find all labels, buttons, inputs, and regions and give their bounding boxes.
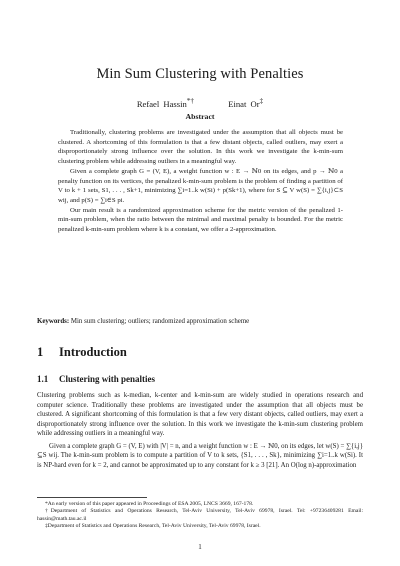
abstract-paragraph: Given a complete graph G = (V, E), a weight function w : E → ℕ0 on its edges, and p → ℕ0 a penalty function on its vertices, the penalized k-min-sum problem is the problem of finding a partition of V to k + 1 sets, S1, . . . , Sk+1, minimizing ∑i=1..k w(Si) + p(Sk+1), where for S ⊆ V w(S) = ∑{i,j}⊂S wij, and p(S) = ∑i∈S pi.: [58, 167, 343, 204]
body-paragraph: Given a complete graph G = (V, E) with |V| = n, and a weight function w : E → ℕ0, on its edges, let w(S) = ∑{i,j}⊆S wij. The k-min-sum problem is to compute a partition of V to k sets, {S1, . . . , Sk}, minimizing ∑i=1..k w(Si). It is NP-hard even for k = 2, and cannot be approximated up to any constant for k ≥ 3 [21]. An O(log n)-approximation: [37, 442, 363, 469]
footnote-divider: [37, 497, 147, 498]
author-name: Einat Or: [228, 98, 260, 109]
keywords-label: Keywords:: [37, 318, 70, 325]
keywords-text: Min sum clustering; outliers; randomized approximation scheme: [70, 318, 250, 325]
abstract-paragraph: Our main result is a randomized approximation scheme for the metric version of the penalized 1-min-sum problem, when the ratio between the minimal and maximal penalty is bounded. For the metric penalized k-min-sum problem where k is a constant, we offer a 2-approximation.: [58, 206, 343, 234]
body-text: [37, 391, 363, 470]
section-number: 1: [37, 345, 44, 359]
abstract-paragraph: Traditionally, clustering problems are investigated under the assumption that all objects must be clustered. A shortcoming of this formulation is that a few distant objects, called outliers, may exert a disproportionately strong influence over the solution. In this work we investigate the k-min-sum clustering problem while addressing outliers in a meaningful way.: [58, 129, 343, 166]
author-footnote-mark: *†: [186, 97, 194, 105]
subsection-title: Clustering with penalties: [59, 374, 156, 384]
author-footnote-mark: ‡: [259, 97, 264, 105]
page-number: 1: [198, 543, 202, 551]
author-name: Refael Hassin: [136, 98, 187, 109]
abstract-heading: Abstract: [185, 112, 215, 121]
footnote: †Department of Statistics and Operations Research, Tel-Aviv University, Tel-Aviv 69978, Israel. Tel: +97236409281 Email: hassin@math.tau.ac.il: [37, 508, 363, 522]
abstract: [58, 128, 343, 235]
section-title: Introduction: [59, 345, 127, 359]
footnotes: [37, 501, 363, 530]
section-heading: [37, 345, 127, 360]
paper-title: Min Sum Clustering with Penalties: [96, 66, 304, 82]
footnote: *An early version of this paper appeared in Proceedings of ESA 2005, LNCS 3669, 167-178.: [45, 501, 254, 507]
subsection-number: 1.1: [37, 374, 49, 384]
subsection-heading: [37, 374, 155, 384]
body-paragraph: Clustering problems such as k-median, k-center and k-min-sum are widely studied in operations research and computer science. Traditionally these problems are investigated under the assumption that all objects must be clustered. A significant shortcoming of this formulation is that a few very distant objects, called outliers, may exert a disproportionately strong influence over the solution. In this work we investigate the k-min-sum clustering problem while addressing outliers in a meaningful way.: [37, 392, 363, 437]
footnote: ‡Department of Statistics and Operations Research, Tel-Aviv University, Tel-Aviv 69978, Israel.: [45, 522, 261, 529]
author-list: [0, 97, 400, 109]
keywords: [37, 318, 367, 325]
